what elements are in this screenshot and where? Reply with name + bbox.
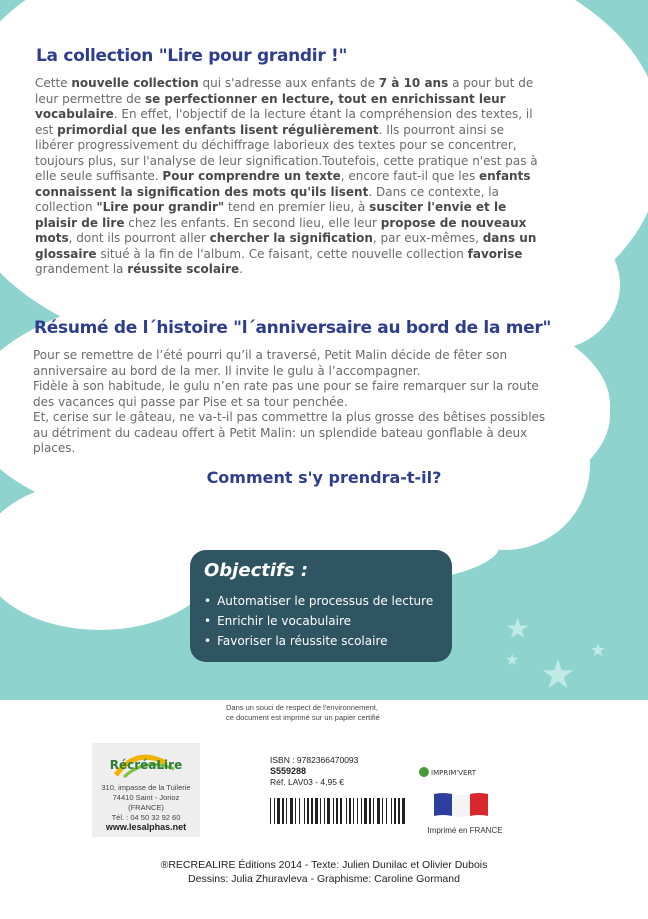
resume-line: Pour se remettre de l’été pourri qu’il a traversé, Petit Malin décide de fêter son anniversaire au bord de la mer. Il invite le gulu à l’accompagner. xyxy=(33,348,508,378)
barcode-bar xyxy=(349,798,351,824)
publisher-logo xyxy=(96,745,196,781)
environment-note-line: Dans un souci de respect de l'environnement, xyxy=(226,703,378,712)
collection-paragraph: Cette nouvelle collection qui s'adresse aux enfants de 7 à 10 ans a pour but de leur permettre de se perfectionner en lecture, tout en enrichissant leur vocabulaire. En effet, l'objectif de la lecture étant la compréhension des textes, il est primordial que les enfants lisent régulièrement. Ils pourront ainsi se libérer progressivement du déchiffrage laborieux des textes pour se concentrer, toujours plus, sur l'analyse de leur signification.Toutefois, cette pratique n'est pas à elle seule suffisante. Pour comprendre un texte, encore faut-il que les enfants connaissent la signification des mots qu'ils lisent. Dans ce contexte, la collection "Lire pour grandir" tend en premier lieu, à susciter l'envie et le plaisir de lire chez les enfants. En second lieu, elle leur propose de nouveaux mots, dont ils pourront aller chercher la signification, par eux-mêmes, dans un glossaire situé à la fin de l'album. Ce faisant, cette nouvelle collection favorise grandement la réussite scolaire. xyxy=(35,76,538,276)
publisher-logo-text: RécréaLire xyxy=(109,758,183,772)
barcode-bar xyxy=(382,798,383,824)
resume-heading: Résumé de l´histoire "l´anniversaire au bord de la mer" xyxy=(34,318,552,338)
isbn-block xyxy=(270,755,358,788)
barcode-bar xyxy=(364,798,367,824)
barcode-bar xyxy=(357,798,358,824)
barcode-bar xyxy=(270,798,271,824)
reference-line: Réf. LAV03 - 4,95 € xyxy=(270,777,345,787)
collection-heading: La collection "Lire pour grandir !" xyxy=(36,46,348,66)
stars-decoration: ★ xyxy=(505,650,520,669)
objectives-title: Objectifs : xyxy=(204,560,309,581)
credits-line: ®RECREALIRE Éditions 2014 - Texte: Julien Dunilac et Olivier Dubois xyxy=(160,859,488,871)
barcode-bar xyxy=(277,798,280,824)
barcode-bar xyxy=(299,798,300,824)
barcode-bar xyxy=(295,798,296,824)
barcode-bar xyxy=(333,798,334,824)
barcode-bar xyxy=(391,798,392,824)
credits-line: Dessins: Julia Zhuravleva - Graphisme: Caroline Gormand xyxy=(188,873,460,885)
french-flag-icon xyxy=(434,792,488,818)
stars-decoration: ★ xyxy=(590,640,607,661)
barcode-bar xyxy=(369,798,371,824)
printed-in-label: Imprimé en FRANCE xyxy=(427,826,503,835)
barcode-bar xyxy=(304,798,305,824)
barcode-bar xyxy=(361,798,362,824)
barcode-bar xyxy=(394,798,396,824)
product-code: S559288 xyxy=(270,766,307,776)
imprim-vert-text: IMPRIM'VERT xyxy=(431,769,477,777)
imprim-vert-logo xyxy=(418,763,506,781)
resume-line: Et, cerise sur le gâteau, ne va-t-il pas commettre la plus grosse des bêtises possibles au détriment du cadeau offert à Petit Malin: un splendide bateau gonflable à deux places. xyxy=(33,410,546,455)
isbn-line: ISBN : 9782366470093 xyxy=(270,755,359,765)
environment-note xyxy=(226,703,380,723)
barcode-bar xyxy=(386,798,387,824)
objective-item: • Automatiser le processus de lecture xyxy=(204,591,433,611)
barcode-bar xyxy=(311,798,313,824)
barcode-bar xyxy=(282,798,284,824)
barcode-bar xyxy=(320,798,321,824)
barcode-bar xyxy=(324,798,325,824)
barcode-bar xyxy=(327,798,330,824)
address-line: 310, impasse de la Tuilerie xyxy=(101,783,191,792)
barcode-bar xyxy=(336,798,338,824)
barcode xyxy=(268,798,408,828)
barcode-bar xyxy=(402,798,405,824)
barcode-bar xyxy=(286,798,287,824)
publisher-website: www.lesalphas.net xyxy=(105,822,187,832)
barcode-bar xyxy=(346,798,347,824)
resume-line: Fidèle à son habitude, le gulu n’en rate pas une pour se faire remarquer sur la route des vacances qui passe par Pise et sa tour penchée. xyxy=(33,379,539,409)
story-question: Comment s'y prendra-t-il? xyxy=(206,468,442,487)
objective-item: • Favoriser la réussite scolaire xyxy=(204,631,433,651)
address-line: 74410 Saint - Jorioz (FRANCE) xyxy=(112,793,180,812)
barcode-bar xyxy=(274,798,275,824)
objectives-list xyxy=(204,591,433,651)
barcode-bar xyxy=(377,798,380,824)
stars-decoration: ★ xyxy=(540,652,576,698)
resume-paragraph xyxy=(33,348,553,457)
barcode-bar xyxy=(290,798,293,824)
barcode-bar xyxy=(307,798,309,824)
credits xyxy=(0,858,648,886)
environment-note-line: ce document est imprimé sur un papier certifié xyxy=(226,713,380,722)
barcode-bar xyxy=(398,798,400,824)
barcode-bar xyxy=(353,798,354,824)
objectives-box xyxy=(190,550,452,662)
barcode-bar xyxy=(373,798,374,824)
publisher-address xyxy=(96,783,196,823)
barcode-bar xyxy=(340,798,342,824)
stars-decoration: ★ xyxy=(505,612,531,645)
barcode-bar xyxy=(315,798,318,824)
objective-item: • Enrichir le vocabulaire xyxy=(204,611,433,631)
address-line: Tél. : 04 50 32 92 60 xyxy=(111,813,181,822)
